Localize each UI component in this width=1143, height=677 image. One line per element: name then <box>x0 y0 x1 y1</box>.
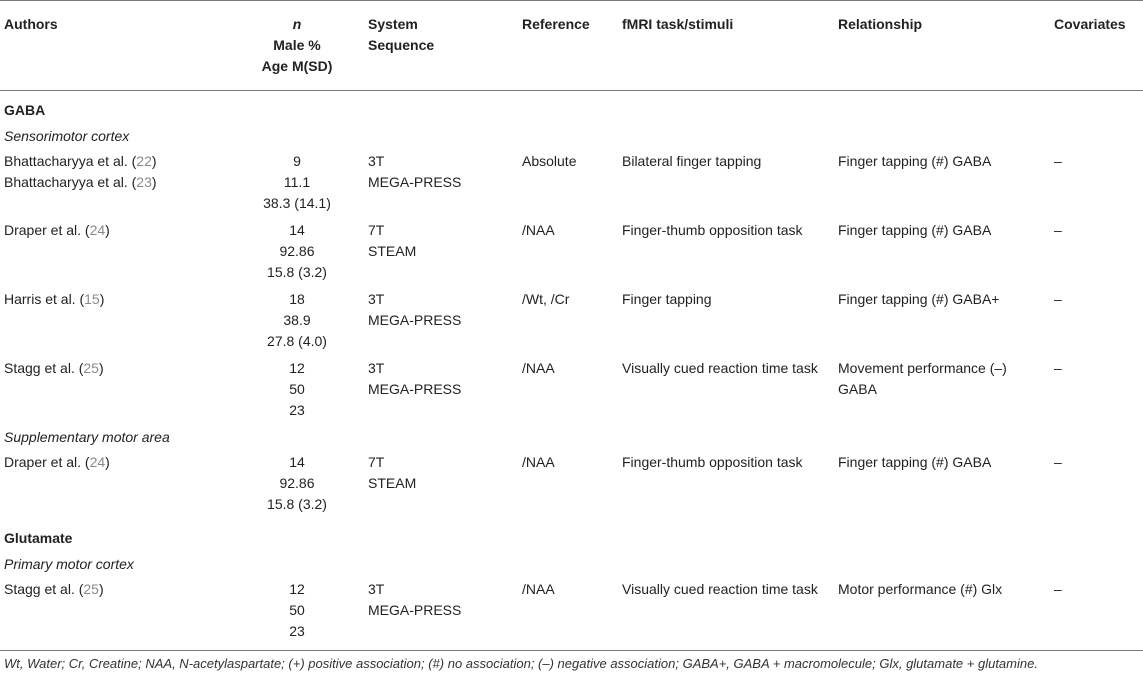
author-close: ) <box>151 153 157 169</box>
cell-reference: /NAA <box>522 222 555 238</box>
system-value: 3T <box>368 153 385 169</box>
sample-n: 9 <box>293 153 301 169</box>
table-row <box>0 149 1143 218</box>
cell-authors <box>0 577 230 651</box>
section-title: Glutamate <box>4 530 73 546</box>
citation-link[interactable]: 23 <box>136 174 152 190</box>
system-value: 3T <box>368 360 385 376</box>
sample-n: 14 <box>289 454 305 470</box>
header-n: n <box>292 16 302 32</box>
cell-sample <box>230 450 364 519</box>
header-system: System <box>368 16 418 32</box>
author-close: ) <box>98 360 104 376</box>
header-task: fMRI task/stimuli <box>618 1 834 91</box>
sequence-value: MEGA-PRESS <box>368 312 462 328</box>
cell-authors <box>0 218 230 287</box>
cell-authors <box>0 450 230 519</box>
author-name: Bhattacharyya et al. ( <box>4 174 137 190</box>
section-row <box>0 519 1143 552</box>
author-name: Draper et al. ( <box>4 222 90 238</box>
header-sequence: Sequence <box>368 37 435 53</box>
sample-n: 12 <box>289 581 305 597</box>
section-title: GABA <box>4 102 46 118</box>
table-footnote: Wt, Water; Cr, Creatine; NAA, N-acetylaspartate; (+) positive association; (#) no association; (–) negative association; GABA+, GABA + macromolecule; Glx, glutamate + glutamine. <box>4 656 1038 671</box>
cell-task: Finger tapping <box>622 291 712 307</box>
cell-relationship: Finger tapping (#) GABA <box>838 153 992 169</box>
sample-age: 15.8 (3.2) <box>267 264 327 280</box>
table-body <box>0 91 1143 651</box>
citation-link[interactable]: 25 <box>83 360 99 376</box>
region-label: Supplementary motor area <box>4 429 170 445</box>
sample-male: 50 <box>289 381 305 397</box>
cell-task: Visually cued reaction time task <box>618 577 834 651</box>
cell-relationship: Motor performance (#) Glx <box>834 577 1050 651</box>
cell-reference: /NAA <box>522 454 555 470</box>
sample-n: 14 <box>289 222 305 238</box>
citation-link[interactable]: 15 <box>84 291 100 307</box>
sample-n: 18 <box>289 291 305 307</box>
author-close: ) <box>105 454 110 470</box>
sequence-value: MEGA-PRESS <box>368 381 462 397</box>
cell-reference: Absolute <box>522 153 577 169</box>
sequence-value: STEAM <box>368 243 417 259</box>
cell-authors <box>0 149 230 218</box>
cell-sample <box>230 149 364 218</box>
cell-reference: /Wt, /Cr <box>522 291 570 307</box>
cell-task: Visually cued reaction time task <box>622 360 818 376</box>
cell-authors <box>0 287 230 356</box>
region-label: Sensorimotor cortex <box>4 128 130 144</box>
author-close: ) <box>99 291 105 307</box>
table-row <box>0 356 1143 425</box>
cell-reference: /NAA <box>518 577 618 651</box>
cell-relationship: Finger tapping (#) GABA <box>838 454 992 470</box>
author-close: ) <box>151 174 157 190</box>
cell-covariates: – <box>1054 291 1062 307</box>
sample-age: 38.3 (14.1) <box>263 195 331 211</box>
table-row <box>0 450 1143 519</box>
section-row <box>0 91 1143 125</box>
table-header <box>0 1 1143 91</box>
author-entry <box>4 358 226 379</box>
header-age: Age M(SD) <box>261 58 333 74</box>
citation-link[interactable]: 24 <box>89 454 106 470</box>
sequence-value: MEGA-PRESS <box>368 602 462 618</box>
cell-task: Bilateral finger tapping <box>622 153 762 169</box>
cell-system-sequence <box>364 450 518 519</box>
cell-system-sequence <box>364 149 518 218</box>
sample-n: 12 <box>289 360 305 376</box>
sample-age: 27.8 (4.0) <box>267 333 327 349</box>
cell-covariates: – <box>1050 577 1143 651</box>
cell-system-sequence <box>364 356 518 425</box>
author-close: ) <box>105 222 110 238</box>
sample-male: 92.86 <box>279 475 315 491</box>
sequence-value: STEAM <box>368 475 417 491</box>
citation-link[interactable]: 25 <box>83 581 99 597</box>
cell-system-sequence <box>364 287 518 356</box>
table-row <box>0 218 1143 287</box>
system-value: 7T <box>368 222 385 238</box>
cell-sample <box>230 577 364 651</box>
sample-male: 38.9 <box>283 312 311 328</box>
cell-system-sequence <box>364 218 518 287</box>
table-row <box>0 287 1143 356</box>
region-row <box>0 124 1143 149</box>
system-value: 3T <box>368 581 385 597</box>
cell-system-sequence <box>364 577 518 651</box>
sample-age: 15.8 (3.2) <box>267 496 327 512</box>
cell-covariates: – <box>1054 153 1062 169</box>
cell-reference: /NAA <box>522 360 555 376</box>
cell-relationship: Finger tapping (#) GABA+ <box>838 291 1000 307</box>
header-covariates: Covariates <box>1050 1 1143 91</box>
cell-task: Finger-thumb opposition task <box>622 222 803 238</box>
region-row <box>0 552 1143 577</box>
cell-sample <box>230 356 364 425</box>
header-male: Male % <box>273 37 321 53</box>
cell-task: Finger-thumb opposition task <box>622 454 803 470</box>
header-reference: Reference <box>518 1 618 91</box>
region-label: Primary motor cortex <box>4 556 134 572</box>
author-entry <box>4 579 226 600</box>
sample-male: 11.1 <box>283 174 311 190</box>
citation-link[interactable]: 22 <box>136 153 152 169</box>
author-entry <box>4 289 226 310</box>
region-row <box>0 425 1143 450</box>
table-row <box>0 577 1143 651</box>
cell-covariates: – <box>1054 454 1062 470</box>
cell-covariates: – <box>1054 360 1062 376</box>
sample-male: 50 <box>289 602 305 618</box>
author-entry <box>4 452 226 473</box>
author-name: Draper et al. ( <box>4 454 90 470</box>
author-entry <box>4 220 226 241</box>
system-value: 3T <box>368 291 385 307</box>
author-close: ) <box>98 581 104 597</box>
cell-sample <box>230 218 364 287</box>
author-name: Bhattacharyya et al. ( <box>4 153 137 169</box>
author-entry <box>4 151 226 172</box>
citation-link[interactable]: 24 <box>89 222 106 238</box>
cell-relationship: Movement performance (–) GABA <box>838 360 1007 397</box>
header-relationship: Relationship <box>834 1 1050 91</box>
header-authors: Authors <box>0 1 230 91</box>
header-sample <box>230 1 364 91</box>
author-name: Stagg et al. ( <box>4 581 84 597</box>
cell-authors <box>0 356 230 425</box>
system-value: 7T <box>368 454 385 470</box>
cell-covariates: – <box>1054 222 1062 238</box>
sample-male: 92.86 <box>279 243 315 259</box>
header-system-sequence <box>364 1 518 91</box>
sequence-value: MEGA-PRESS <box>368 174 462 190</box>
author-name: Stagg et al. ( <box>4 360 84 376</box>
author-name: Harris et al. ( <box>4 291 85 307</box>
cell-relationship: Finger tapping (#) GABA <box>838 222 992 238</box>
sample-age: 23 <box>289 402 305 418</box>
cell-sample <box>230 287 364 356</box>
author-entry <box>4 172 226 193</box>
sample-age: 23 <box>289 623 305 639</box>
